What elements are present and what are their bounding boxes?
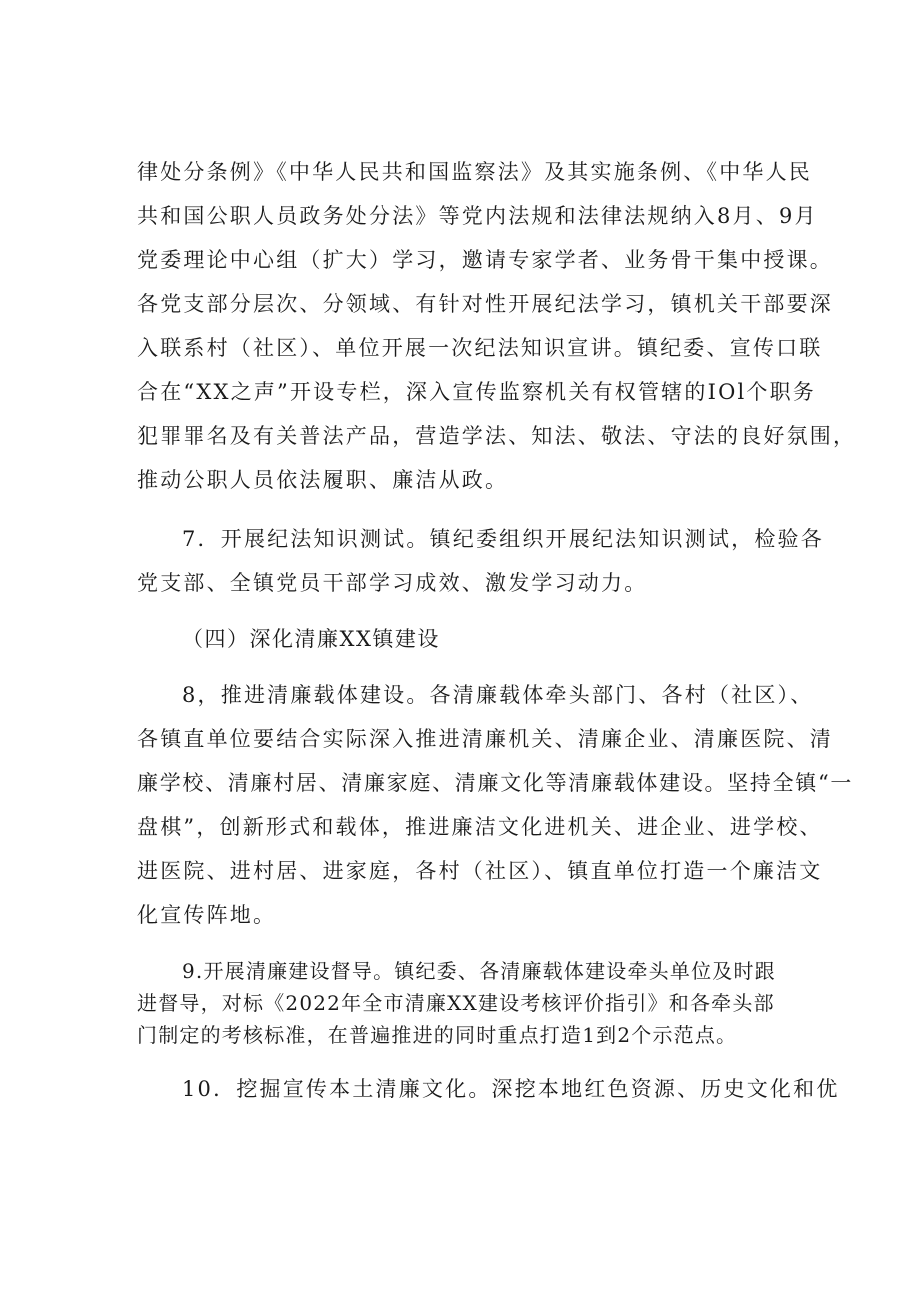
paragraph-line: 7．开展纪法知识测试。镇纪委组织开展纪法知识测试，检验各: [182, 527, 824, 551]
section-heading: （四）深化清廉XX镇建设: [182, 627, 440, 651]
paragraph-line: 共和国公职人员政务处分法》等党内法规和法律法规纳入8月、9月: [137, 204, 818, 228]
paragraph-line: 推动公职人员依法履职、廉洁从政。: [137, 468, 509, 492]
paragraph-line: 9.开展清廉建设督导。镇纪委、各清廉载体建设牵头单位及时跟: [182, 959, 776, 983]
paragraph-line: 合在“XX之声”开设专栏，深入宣传监察机关有权管辖的IOl个职务: [137, 380, 816, 404]
paragraph-line: 8，推进清廉载体建设。各清廉载体牵头部门、各村（社区）、: [182, 683, 814, 707]
paragraph-line: 化宣传阵地。: [137, 903, 277, 927]
paragraph-line: 进医院、进村居、进家庭，各村（社区）、镇直单位打造一个廉洁文: [137, 859, 823, 883]
paragraph-line: 各镇直单位要结合实际深入推进清廉机关、清廉企业、清廉医院、清: [137, 727, 833, 751]
paragraph-line: 廉学校、清廉村居、清廉家庭、清廉文化等清廉载体建设。坚持全镇“一: [137, 771, 854, 795]
paragraph-line: 入联系村（社区）、单位开展一次纪法知识宣讲。镇纪委、宣传口联: [137, 336, 823, 360]
paragraph-line: 门制定的考核标准，在普遍推进的同时重点打造1到2个示范点。: [137, 1023, 738, 1047]
paragraph-line: 10．挖掘宣传本土清廉文化。深挖本地红色资源、历史文化和优: [182, 1077, 840, 1101]
paragraph-line: 各党支部分层次、分领域、有针对性开展纪法学习，镇机关干部要深: [137, 292, 833, 316]
paragraph-line: 律处分条例》《中华人民共和国监察法》及其实施条例、《中华人民: [137, 160, 812, 184]
paragraph-line: 进督导，对标《2022年全市清廉XX建设考核评价指引》和各牵头部: [137, 991, 775, 1015]
paragraph-line: 盘棋”，创新形式和载体，推进廉洁文化进机关、进企业、进学校、: [137, 815, 823, 839]
paragraph-line: 党支部、全镇党员干部学习成效、激发学习动力。: [137, 571, 648, 595]
paragraph-line: 犯罪罪名及有关普法产品，营造学法、知法、敬法、守法的良好氛围，: [137, 424, 857, 448]
paragraph-line: 党委理论中心组（扩大）学习，邀请专家学者、业务骨干集中授课。: [137, 248, 833, 272]
